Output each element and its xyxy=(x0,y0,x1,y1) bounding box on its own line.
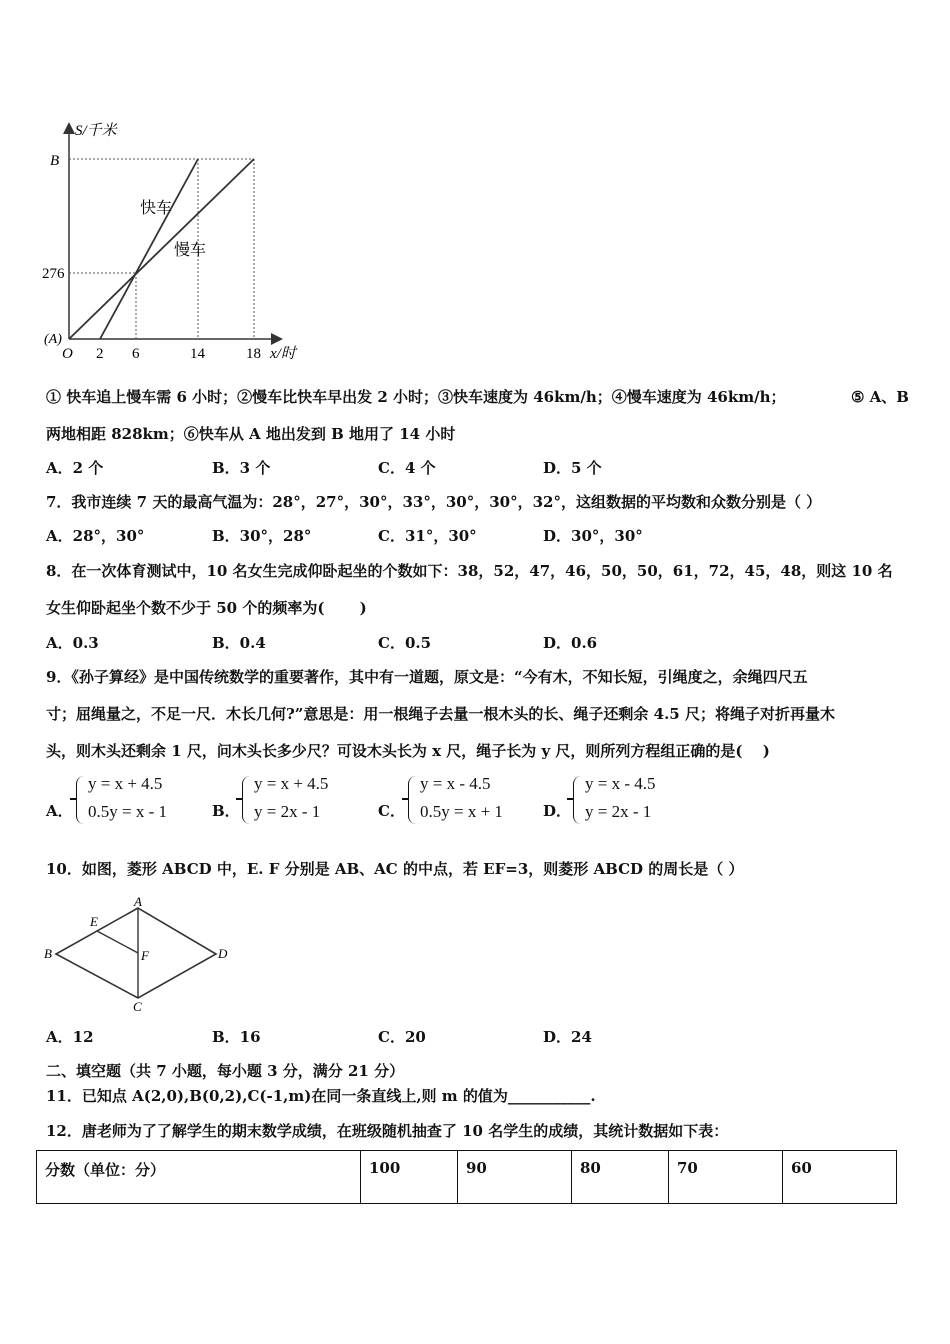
q9-option-a-eq1: y = x + 4.5 xyxy=(88,774,163,793)
table-header-cell: 100 xyxy=(361,1151,458,1204)
q9-option-b-eq1: y = x + 4.5 xyxy=(254,774,329,793)
table-header-cell: 90 xyxy=(458,1151,572,1204)
brace-icon xyxy=(408,776,417,824)
vertex-b: B xyxy=(44,946,52,961)
vertex-c: C xyxy=(133,999,142,1014)
q6-option-b[interactable]: B．3 个 xyxy=(212,459,271,477)
q9-option-a-eq2: 0.5y = x - 1 xyxy=(88,802,167,821)
q8-option-a[interactable]: A．0.3 xyxy=(46,634,99,652)
q6-statements-line2: 两地相距 828km；⑥快车从 A 地出发到 B 地用了 14 小时 xyxy=(46,425,456,443)
q7-option-c[interactable]: C．31°，30° xyxy=(378,527,477,545)
q7-option-b[interactable]: B．30°，28° xyxy=(212,527,312,545)
q6-option-d[interactable]: D．5 个 xyxy=(543,459,602,477)
q7-option-a[interactable]: A．28°，30° xyxy=(46,527,145,545)
table-header-cell: 分数（单位：分） xyxy=(37,1151,361,1204)
label-fast: 快车 xyxy=(140,200,173,217)
q9-option-c-eq1: y = x - 4.5 xyxy=(420,774,491,793)
table-header-cell: 70 xyxy=(669,1151,783,1204)
q9-option-b-label[interactable]: B． xyxy=(212,802,240,820)
distance-time-graph xyxy=(40,115,310,370)
q9-stem-line3: 头，则木头还剩余 1 尺，问木头长多少尺？可设木头长为 x 尺，绳子长为 y 尺，则所列方程组正确的是( ) xyxy=(46,742,770,760)
q9-option-d-label[interactable]: D． xyxy=(543,802,572,820)
q7-option-d[interactable]: D．30°，30° xyxy=(543,527,643,545)
q9-stem-line2: 寸；屈绳量之，不足一尺．木长几何?”意思是：用一根绳子去量一根木头的长、绳子还剩余 4.5 尺；将绳子对折再量木 xyxy=(46,705,835,723)
q6-option-c[interactable]: C．4 个 xyxy=(378,459,436,477)
q8-stem-line1: 8．在一次体育测试中，10 名女生完成仰卧起坐的个数如下：38，52，47，46，50，50，61，72，45，48，则这 10 名 xyxy=(46,562,893,580)
vertex-d: D xyxy=(218,946,228,961)
x-axis-label: x/时 xyxy=(270,346,296,362)
q7-stem: 7．我市连续 7 天的最高气温为：28°，27°，30°，33°，30°，30°，32°，这组数据的平均数和众数分别是（ ） xyxy=(46,493,822,511)
y-axis-label: S/千米 xyxy=(75,123,117,139)
label-origin-a: (A) xyxy=(44,332,62,347)
label-origin-o: O xyxy=(62,346,73,362)
q10-stem: 10．如图，菱形 ABCD 中，E. F 分别是 AB、AC 的中点，若 EF=3，则菱形 ABCD 的周长是（ ） xyxy=(46,860,744,878)
q10-option-c[interactable]: C．20 xyxy=(378,1028,426,1046)
point-e: E xyxy=(90,914,98,929)
q9-option-d-eq2: y = 2x - 1 xyxy=(585,802,652,821)
q6-option-a[interactable]: A．2 个 xyxy=(46,459,104,477)
q8-option-b[interactable]: B．0.4 xyxy=(212,634,266,652)
x-tick-18: 18 xyxy=(246,346,261,362)
q9-option-a-label[interactable]: A． xyxy=(46,802,73,820)
line-slow xyxy=(69,159,254,339)
x-tick-6: 6 xyxy=(132,346,140,362)
table-row xyxy=(37,1151,897,1204)
q10-option-a[interactable]: A．12 xyxy=(46,1028,94,1046)
q6-statements-line1: ① 快车追上慢车需 6 小时；②慢车比快车早出发 2 小时；③快车速度为 46km/h；④慢车速度为 46km/h； xyxy=(46,388,786,406)
label-276: 276 xyxy=(42,266,65,282)
x-tick-2: 2 xyxy=(96,346,104,362)
score-table xyxy=(36,1150,897,1204)
brace-icon xyxy=(242,776,251,824)
q12-stem: 12．唐老师为了了解学生的期末数学成绩，在班级随机抽查了 10 名学生的成绩，其统计数据如下表： xyxy=(46,1122,729,1140)
section2-heading: 二、填空题（共 7 小题，每小题 3 分，满分 21 分） xyxy=(46,1062,405,1080)
segment-ef xyxy=(97,931,138,953)
q9-option-b-eq2: y = 2x - 1 xyxy=(254,802,321,821)
q8-stem-line2: 女生仰卧起坐个数不少于 50 个的频率为( ) xyxy=(46,599,367,617)
table-header-cell: 60 xyxy=(783,1151,897,1204)
brace-icon xyxy=(573,776,582,824)
vertex-a: A xyxy=(134,894,142,909)
point-f: F xyxy=(141,948,149,963)
q9-option-c-eq2: 0.5y = x + 1 xyxy=(420,802,503,821)
label-b: B xyxy=(50,153,60,169)
q9-option-d-eq1: y = x - 4.5 xyxy=(585,774,656,793)
q11-stem: 11．已知点 A(2,0),B(0,2),C(-1,m)在同一条直线上,则 m 的值为___________. xyxy=(46,1087,596,1105)
q10-option-d[interactable]: D．24 xyxy=(543,1028,592,1046)
q8-option-d[interactable]: D．0.6 xyxy=(543,634,598,652)
brace-icon xyxy=(76,776,85,824)
rhombus-abcd xyxy=(56,908,216,998)
x-tick-14: 14 xyxy=(190,346,205,362)
rhombus-figure xyxy=(40,894,240,1014)
q9-option-c-label[interactable]: C． xyxy=(378,802,405,820)
q6-statements-line1-tail: ⑤ A、B xyxy=(851,388,909,406)
q10-option-b[interactable]: B．16 xyxy=(212,1028,261,1046)
table-header-cell: 80 xyxy=(572,1151,669,1204)
label-slow: 慢车 xyxy=(174,242,207,259)
q8-option-c[interactable]: C．0.5 xyxy=(378,634,432,652)
q9-stem-line1: 9．《孙子算经》是中国传统数学的重要著作，其中有一道题，原文是：“今有木，不知长短，引绳度之，余绳四尺五 xyxy=(46,668,808,686)
